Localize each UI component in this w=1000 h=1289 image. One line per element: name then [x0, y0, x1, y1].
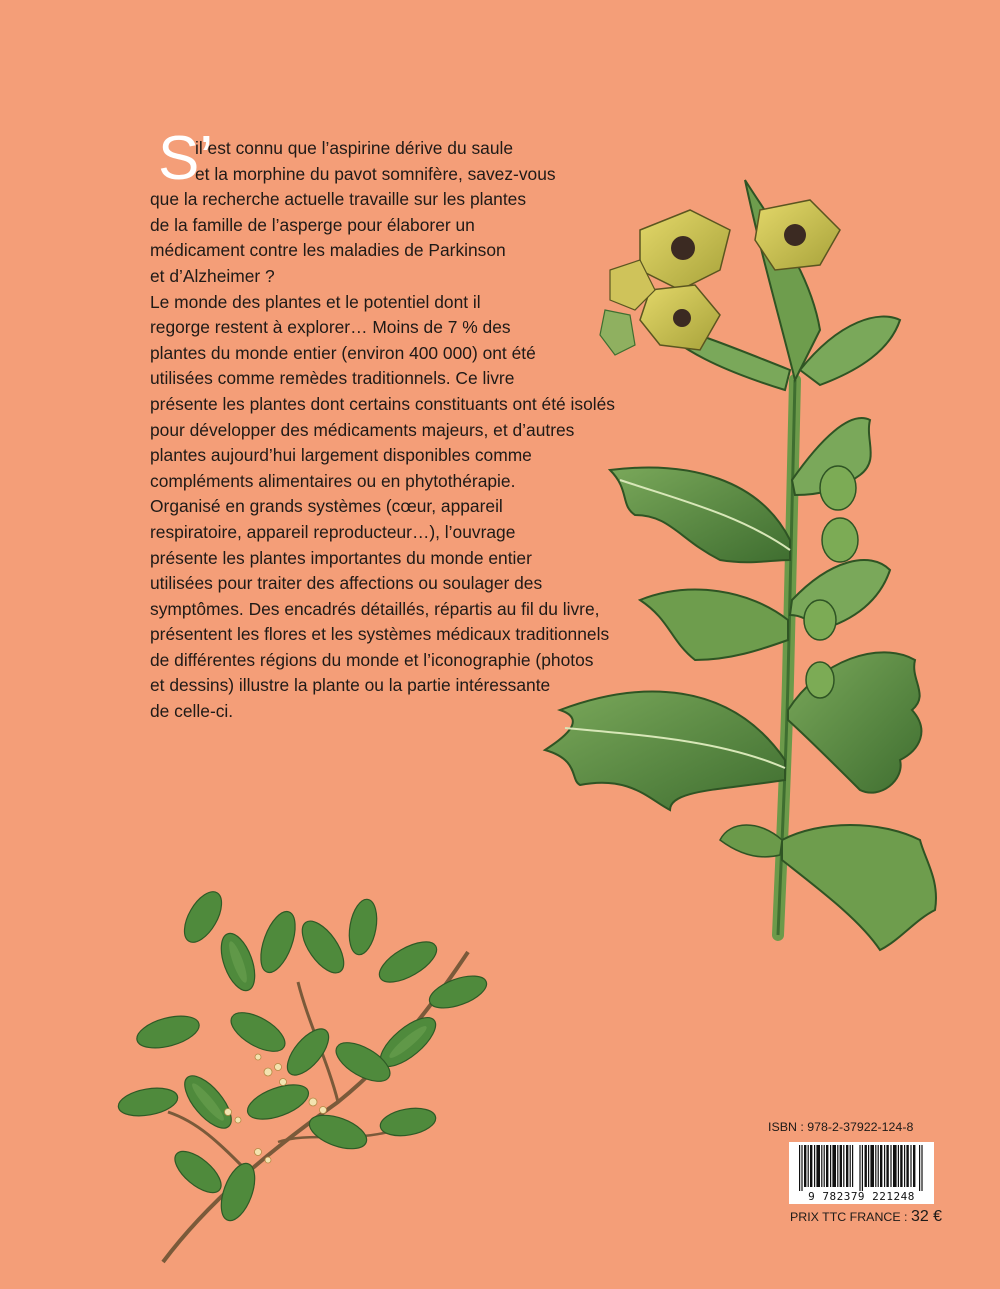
blurb-line: regorge restent à explorer… Moins de 7 % des — [150, 317, 511, 338]
blurb-line: et d’Alzheimer ? — [150, 265, 275, 286]
drop-cap: S’ — [158, 124, 214, 193]
blurb-line: et dessins) illustre la plante ou la partie intéressante — [150, 675, 551, 696]
price-label: PRIX TTC FRANCE : — [790, 1210, 911, 1224]
blurb-line: présente les plantes dont certains constituants ont été isolés — [150, 393, 615, 414]
blurb-line: plantes du monde entier (environ 400 000) ont été — [150, 342, 536, 363]
blurb-line: Le monde des plantes et le potentiel dont il — [150, 291, 481, 312]
blurb-line: présente les plantes importantes du monde entier — [150, 547, 532, 568]
blurb-line: compléments alimentaires ou en phytothérapie. — [150, 470, 516, 491]
blurb-line: utilisées pour traiter des affections ou soulager des — [150, 573, 543, 594]
blurb-line: médicament contre les maladies de Parkinson — [150, 240, 506, 261]
blurb-line: et la morphine du pavot somnifère, savez-vous — [195, 163, 556, 184]
blurb-line: il est connu que l’aspirine dérive du saule — [195, 138, 514, 158]
barcode-digits: 9 782379 221248 — [808, 1190, 915, 1203]
isbn-label: ISBN : 978-2-37922-124-8 — [768, 1120, 914, 1134]
coca-branch-illustration — [108, 872, 508, 1272]
blurb-line: de celle-ci. — [150, 701, 234, 722]
barcode — [789, 1142, 934, 1204]
price-value: 32 € — [910, 1208, 943, 1225]
blurb-line: symptômes. Des encadrés détaillés, répartis au fil du livre, — [150, 598, 600, 619]
blurb-line: pour développer des médicaments majeurs, et d’autres — [150, 419, 575, 440]
blurb-line: de différentes régions du monde et l’iconographie (photos — [150, 649, 594, 670]
blurb-line: que la recherche actuelle travaille sur les plantes — [150, 189, 527, 210]
blurb-line: présentent les flores et les systèmes médicaux traditionnels — [150, 624, 610, 645]
barcode-bars — [789, 1142, 934, 1192]
blurb-line: plantes aujourd’hui largement disponibles comme — [150, 445, 532, 466]
henbane-flower-illustration — [520, 120, 960, 970]
blurb-line: respiratoire, appareil reproducteur…), l’ouvrage — [150, 521, 516, 542]
price-line — [790, 1208, 942, 1226]
blurb-line: de la famille de l’asperge pour élaborer un — [150, 214, 475, 235]
blurb-line: Organisé en grands systèmes (cœur, appareil — [150, 496, 503, 517]
blurb-line: utilisées comme remèdes traditionnels. Ce livre — [150, 368, 515, 389]
